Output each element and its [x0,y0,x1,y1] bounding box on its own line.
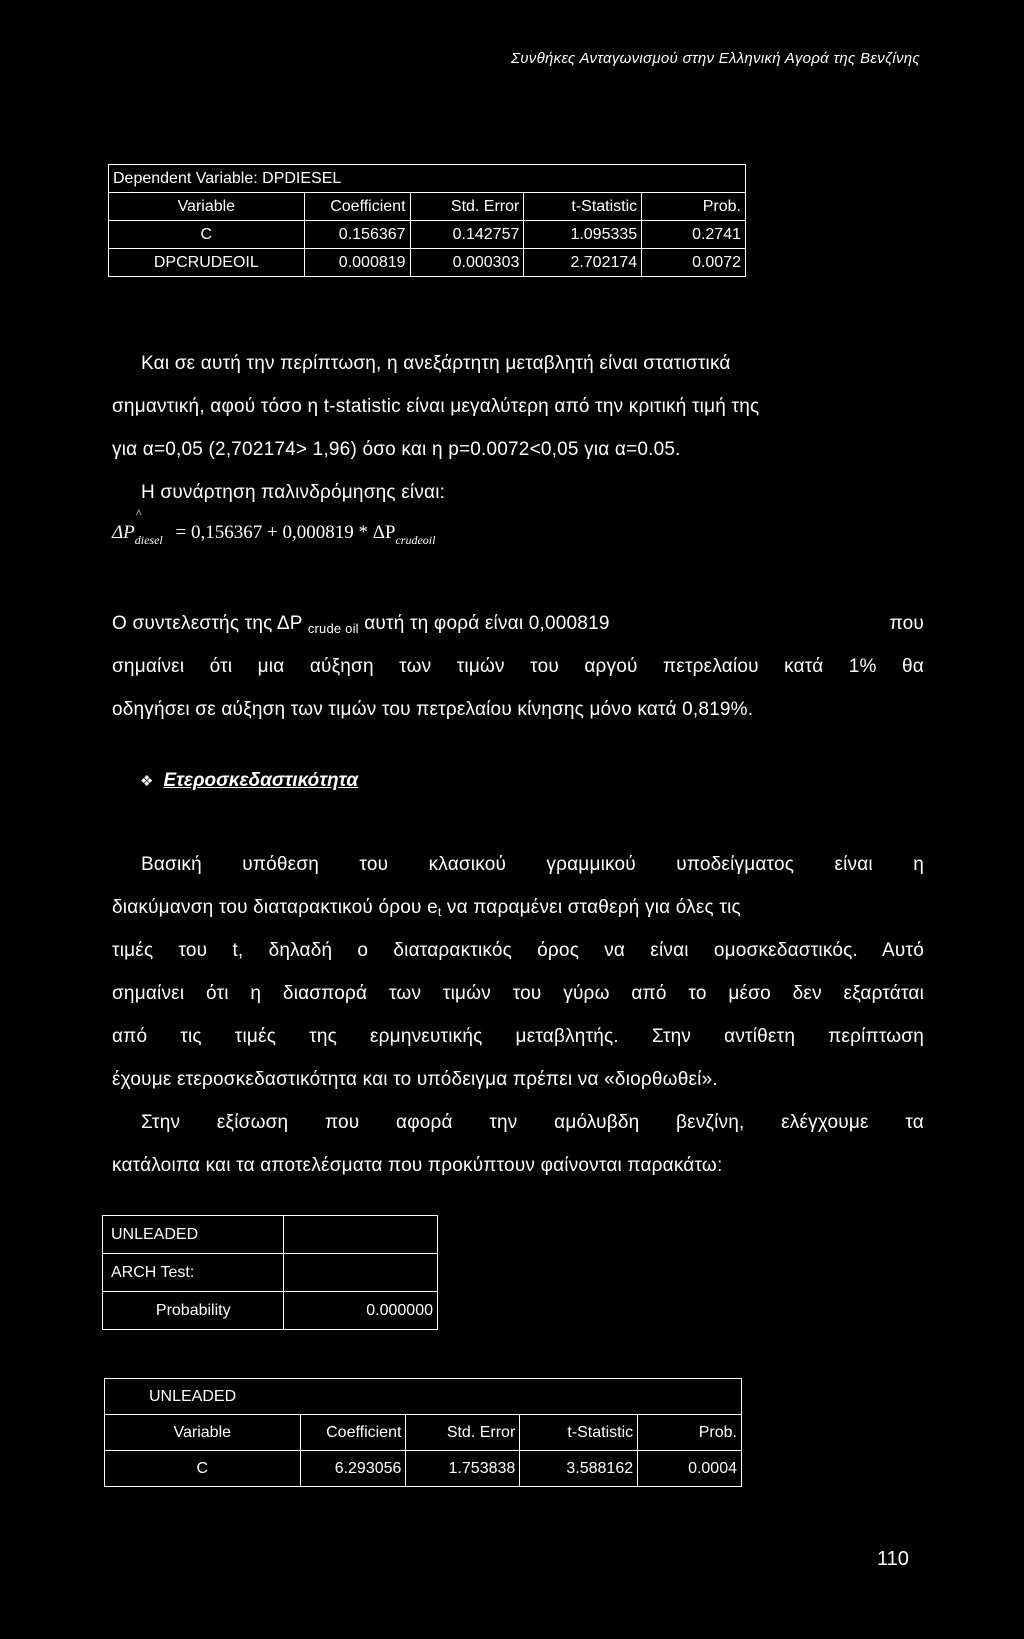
table-title-row [105,1379,742,1415]
subscript-t: t [437,905,442,919]
table-cell: 0.156367 [304,221,410,249]
table-cell-empty [284,1254,438,1292]
table-cell: 0.000000 [284,1292,438,1330]
formula-lhs: ΔP [112,522,135,543]
column-header: Variable [109,193,305,221]
table-cell: 1.753838 [406,1451,520,1487]
subscript-crude-oil: crude oil [307,621,359,636]
table-row [109,249,746,277]
text-line: σημαίνει ότι η διασπορά των τιμών του γύρω από το μέσο δεν εξαρτάται [112,983,924,1004]
column-header: Variable [105,1415,301,1451]
table-header-row [109,193,746,221]
regression-table-unleaded [104,1378,742,1487]
paragraph-significance [112,342,924,514]
text-line: σημαίνει ότι μια αύξηση των τιμών του αργού πετρελαίου κατά 1% θα [112,656,924,677]
diamond-bullet-icon: ❖ [140,773,154,790]
table-title: UNLEADED [105,1379,742,1415]
table-row [105,1451,742,1487]
table-cell: UNLEADED [103,1216,284,1254]
section-heading [140,770,358,792]
text-line [112,602,924,645]
regression-formula [112,506,436,548]
column-header: t-Statistic [520,1415,638,1451]
table-cell: 0.142757 [410,221,524,249]
table-cell: 0.0072 [642,249,746,277]
hat-symbol: ^ [136,506,142,520]
running-header: Συνθήκες Ανταγωνισμού στην Ελληνική Αγορά της Βενζίνης [510,50,920,67]
table-header-row [105,1415,742,1451]
paragraph-coefficient [112,602,924,731]
formula-rhs-sub: crudeoil [395,533,436,547]
formula-rhs: = 0,156367 + 0,000819 * ΔP [175,522,396,543]
table-cell: Probability [103,1292,284,1330]
text-after-sub: αυτή τη φορά είναι 0,000819 [364,613,610,634]
column-header: Coefficient [300,1415,406,1451]
text-after-sub: να παραμένει σταθερή για όλες τις [441,897,741,918]
table-cell: 0.000303 [410,249,524,277]
column-header: Std. Error [406,1415,520,1451]
text-line: Στην εξίσωση που αφορά την αμόλυβδη βενζίνη, ελέγχουμε τα [141,1112,924,1133]
page-number: 110 [877,1548,909,1570]
table-cell: 2.702174 [524,249,642,277]
table-cell: ARCH Test: [103,1254,284,1292]
text-segment [112,602,610,645]
column-header: Prob. [638,1415,742,1451]
text-end: που [889,613,924,634]
text-line: οδηγήσει σε αύξηση των τιμών του πετρελαίου κίνησης μόνο κατά 0,819%. [112,699,754,720]
table-cell: 1.095335 [524,221,642,249]
regression-table-dpdiesel [108,164,746,277]
text-segment [112,886,741,929]
table-row [103,1216,438,1254]
text-before-sub: διακύμανση του διαταρακτικού όρου e [112,897,438,918]
text-line: Βασική υπόθεση του κλασικού γραμμικού υποδείγματος είναι η [141,854,924,875]
text-line: από τις τιμές της ερμηνευτικής μεταβλητής. Στην αντίθετη περίπτωση [112,1026,924,1047]
text-line: κατάλοιπα και τα αποτελέσματα που προκύπτουν φαίνονται παρακάτω: [112,1155,723,1176]
text-line: έχουμε ετεροσκεδαστικότητα και το υπόδειγμα πρέπει να «διορθωθεί». [112,1069,718,1090]
column-header: Prob. [642,193,746,221]
table-cell: 3.588162 [520,1451,638,1487]
table-cell: C [105,1451,301,1487]
table-cell: 0.000819 [304,249,410,277]
arch-test-table [102,1215,438,1330]
paragraph-heteroskedasticity [112,843,924,1187]
column-header: Std. Error [410,193,524,221]
table-cell: 0.0004 [638,1451,742,1487]
text-line: Η συνάρτηση παλινδρόμησης είναι: [141,482,446,503]
text-line: για α=0,05 (2,702174> 1,96) όσο και η p=0.0072<0,05 για α=0.05. [112,439,681,460]
table-cell: 0.2741 [642,221,746,249]
table-row [103,1254,438,1292]
table-title: Dependent Variable: DPDIESEL [109,165,746,193]
text-line [112,886,924,929]
column-header: Coefficient [304,193,410,221]
column-header: t-Statistic [524,193,642,221]
text-before-sub: Ο συντελεστής της ΔP [112,613,303,634]
formula-lhs-sub: diesel [134,533,163,547]
table-cell: C [109,221,305,249]
table-cell: DPCRUDEOIL [109,249,305,277]
heading-text: Ετεροσκεδαστικότητα [163,770,359,791]
text-line: τιμές του t, δηλαδή ο διαταρακτικός όρος να είναι ομοσκεδαστικός. Αυτό [112,940,924,961]
table-row [109,221,746,249]
table-cell: 6.293056 [300,1451,406,1487]
table-cell-empty [284,1216,438,1254]
table-row [103,1292,438,1330]
table-title-row [109,165,746,193]
text-line: Και σε αυτή την περίπτωση, η ανεξάρτητη μεταβλητή είναι στατιστικά [141,353,731,374]
text-line: σημαντική, αφού τόσο η t-statistic είναι μεγαλύτερη από την κριτική τιμή της [112,396,760,417]
